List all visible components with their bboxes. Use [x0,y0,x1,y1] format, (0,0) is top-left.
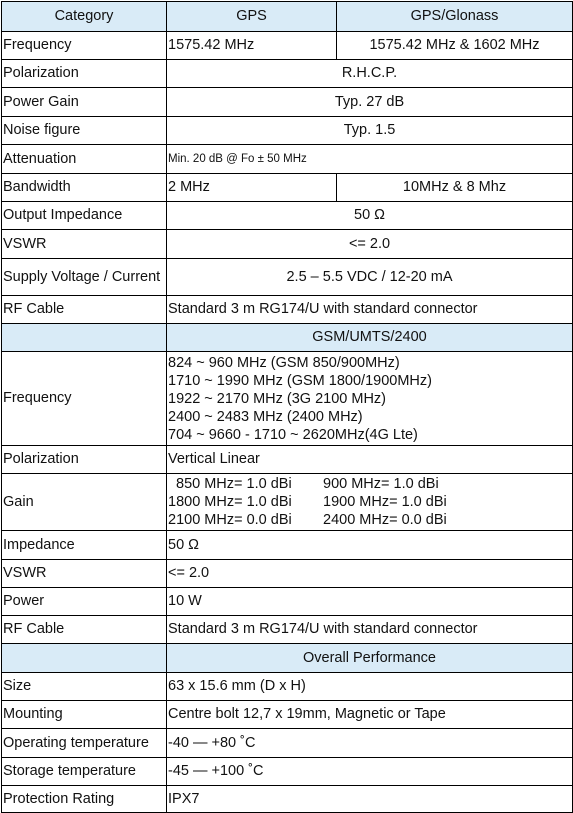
table-row [2,230,573,259]
gain-value: 1800 MHz= 1.0 dBi [168,494,292,510]
header-gps-glonass: GPS/Glonass [337,2,573,32]
cell-value: 10 W [167,588,573,616]
row-label: RF Cable [2,616,167,644]
row-label: Supply Voltage / Current [2,259,167,296]
list-item: 1710 ~ 1990 MHz (GSM 1800/1900MHz) [168,372,432,389]
row-label: Operating temperature [2,729,167,758]
cell-value: 10MHz & 8 Mhz [337,174,573,202]
section-header-gsm: GSM/UMTS/2400 [167,324,573,352]
row-label: Frequency [2,352,167,446]
section-header-row [2,324,573,352]
cell-value: 50 Ω [167,202,573,230]
table-row [2,60,573,88]
cell-value: Min. 20 dB @ Fo ± 50 MHz [167,145,573,174]
row-label: Bandwidth [2,174,167,202]
table-row [2,616,573,644]
spec-table [1,1,573,813]
table-row [2,88,573,117]
cell-value: 1575.42 MHz & 1602 MHz [337,32,573,60]
row-label: Attenuation [2,145,167,174]
gain-value: 900 MHz= 1.0 dBi [323,476,439,492]
list-item: 824 ~ 960 MHz (GSM 850/900MHz) [168,354,400,371]
section-header-blank [2,324,167,352]
table-header-row [2,2,573,32]
list-item: 1922 ~ 2170 MHz (3G 2100 MHz) [168,390,387,407]
cell-value: R.H.C.P. [167,60,573,88]
gain-line [168,475,571,493]
row-label: Noise figure [2,117,167,145]
cell-value: Vertical Linear [167,446,573,474]
gain-value: 2100 MHz= 0.0 dBi [168,512,292,528]
section-header-blank [2,644,167,673]
cell-value: 50 Ω [167,531,573,560]
row-label: Impedance [2,531,167,560]
table-row [2,145,573,174]
gain-value: 1900 MHz= 1.0 dBi [323,494,447,510]
table-row [2,446,573,474]
row-label: Mounting [2,701,167,729]
table-row [2,296,573,324]
cell-value: 2.5 – 5.5 VDC / 12-20 mA [167,259,573,296]
section-header-row [2,644,573,673]
gain-line [168,511,571,529]
cell-value: <= 2.0 [167,560,573,588]
table-row [2,352,573,446]
table-row [2,531,573,560]
table-row [2,673,573,701]
table-row [2,786,573,813]
table-row [2,701,573,729]
row-label: Polarization [2,446,167,474]
cell-value: Typ. 27 dB [167,88,573,117]
header-category: Category [2,2,167,32]
header-gps: GPS [167,2,337,32]
section-header-overall: Overall Performance [167,644,573,673]
gain-line [168,493,571,511]
table-row [2,729,573,758]
cell-value: Standard 3 m RG174/U with standard connector [167,296,573,324]
gain-list [167,474,573,531]
cell-value: 1575.42 MHz [167,32,337,60]
row-label: Output Impedance [2,202,167,230]
list-item: 2400 ~ 2483 MHz (2400 MHz) [168,408,363,425]
row-label: Size [2,673,167,701]
row-label: Power [2,588,167,616]
cell-value: -45 — +100 ˚C [167,758,573,786]
table-row [2,202,573,230]
row-label: Power Gain [2,88,167,117]
list-item: 704 ~ 9660 - 1710 ~ 2620MHz(4G Lte) [168,426,418,443]
frequency-list [167,352,573,446]
row-label: Protection Rating [2,786,167,813]
cell-value: -40 — +80 ˚C [167,729,573,758]
row-label: Frequency [2,32,167,60]
table-row [2,174,573,202]
row-label: VSWR [2,560,167,588]
table-row [2,560,573,588]
cell-value: IPX7 [167,786,573,813]
table-row [2,117,573,145]
gain-value: 850 MHz= 1.0 dBi [176,476,292,492]
cell-value: Typ. 1.5 [167,117,573,145]
cell-value: Standard 3 m RG174/U with standard connector [167,616,573,644]
cell-value: 2 MHz [167,174,337,202]
table-row [2,474,573,531]
cell-value: Centre bolt 12,7 x 19mm, Magnetic or Tape [167,701,573,729]
row-label: Storage temperature [2,758,167,786]
row-label: Polarization [2,60,167,88]
table-row [2,259,573,296]
gain-value: 2400 MHz= 0.0 dBi [323,512,447,528]
row-label: VSWR [2,230,167,259]
cell-value: <= 2.0 [167,230,573,259]
table-row [2,32,573,60]
table-row [2,588,573,616]
cell-value: 63 x 15.6 mm (D x H) [167,673,573,701]
row-label: RF Cable [2,296,167,324]
table-row [2,758,573,786]
row-label: Gain [2,474,167,531]
